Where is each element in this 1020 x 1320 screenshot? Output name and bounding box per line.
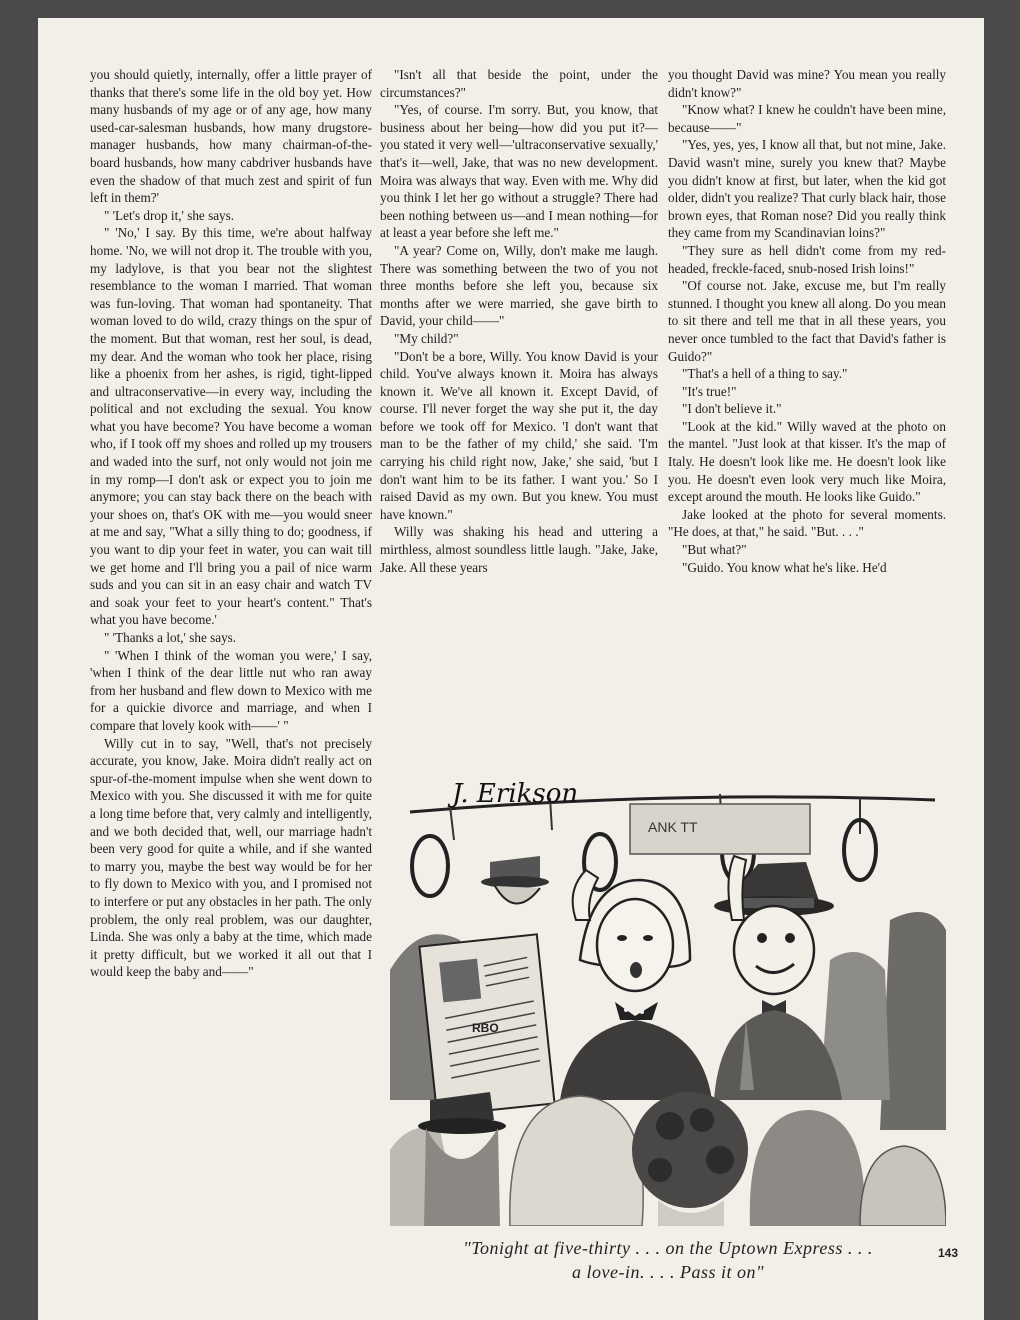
paragraph: " 'When I think of the woman you were,' I say, 'when I think of the dear little nut who ran away from her husband and flew down to Mexico with me for a quickie divorce and marriage, and when I compare that lovely kook with——' ": [90, 647, 372, 733]
paragraph: "That's a hell of a thing to say.": [682, 366, 848, 382]
paragraph: Willy cut in to say, "Well, that's not precisely accurate, you know, Jake. Moira didn't really act on spur-of-the-moment impulse when she went down to Mexico with you. She discussed it with me for quite a long time before that, very calmly and intelligently, and we both decided that, well, our marriage hadn't been very good for quite a while, and if she wanted to marry you, maybe the best way would be for her to fly down to Mexico with you, and I promised not to interfere or put any obstacles in her path. The only problem, the only real problem, was our daughter, Linda. She was only a baby at the time, which made it pretty difficult, but we worked it all out that I would keep the baby and——": [90, 735, 372, 980]
caption-line: "Tonight at five-thirty . . . on the Uptown Express . . .: [463, 1238, 873, 1258]
text-column-1: [90, 66, 372, 981]
paragraph: "Yes, of course. I'm sorry. But, you know, that business about her being—how did you put it?—you stated it very well—'ultraconservative sexually,' that's it—well, Jake, that was no new development. Moira was always that way. Even with me. Why did you think I let her go without a struggle? There had been nothing between us—and I mean nothing—for at least a year before she left me.": [380, 102, 658, 241]
woman-figure: [560, 870, 712, 1100]
cartoon-illustration: [390, 770, 946, 1226]
page-number: 143: [938, 1246, 959, 1260]
cartoon-caption: [390, 1236, 946, 1284]
paragraph: "A year? Come on, Willy, don't make me laugh. There was something between the two of you not three months before she left you, because six months after we were married, she gave birth to David, your child——": [380, 242, 658, 329]
paragraph: "My child?": [394, 330, 459, 346]
paragraph: "It's true!": [682, 383, 737, 399]
magazine-page: [38, 18, 984, 1320]
ad-lettering: ANK TT: [648, 819, 698, 835]
paragraph: "Guido. You know what he's like. He'd: [682, 559, 887, 575]
paragraph: " 'No,' I say. By this time, we're about halfway home. 'No, we will not drop it. The trouble with you, my ladylove, is that you bear not the slightest resemblance to the woman I married. That woman was fun-loving. That woman had spontaneity. That woman loved to do wild, crazy things on the spur of the moment. But that woman, rest her soul, is dead, my dear. And the woman who took her place, rising like a phoenix from her ashes, is rigid, tight-lipped and ultraconservative—in every way, including the political and not excluding the sexual. You know what you have become? You have become a woman who, if I took off my shoes and rolled up my trousers and waded into the surf, not only would not join me in my romp—I don't ask or expect you to join me anymore; you can stay back there on the beach with your shoes on, that's OK with me—you would sneer at me and say, "What a silly thing to do; goodness, if you want to dip your feet in water, you can wait till we get home and I'll bring you a pail of nice warm suds and you can sit in an easy chair and watch TV and soak your feet to your heart's content." That's what you have become.': [90, 225, 372, 628]
paragraph: you should quietly, internally, offer a little prayer of thanks that there's some life in the old boy yet. How many husbands of my age or of any age, how many used-car-salesman husbands, how many drugstore-manager husbands, how many chairman-of-the-board husbands, how many cabdriver husbands have even the shadow of that much zest and spirit of fun left in them?': [90, 67, 372, 206]
paragraph: "I don't believe it.": [682, 401, 782, 417]
paragraph: "Look at the kid." Willy waved at the photo on the mantel. "Just look at that kisser. It's the map of Italy. He doesn't look like me. He doesn't look like you. He doesn't even look very much like Moira, except around the mouth. He looks like Guido.": [668, 418, 946, 505]
paragraph: "Isn't all that beside the point, under the circumstances?": [380, 67, 658, 100]
paragraph: "Yes, yes, yes, I know all that, but not mine, Jake. David wasn't mine, surely you knew that? Maybe you didn't know at first, but later, when the kid got older, didn't you realize? That curly black hair, those brown eyes, that Roman nose? Did you really think they came from my Scandinavian loins?": [668, 137, 946, 241]
foreground-crowd: [390, 1092, 946, 1226]
paragraph: "Know what? I knew he couldn't have been mine, because——": [668, 102, 946, 135]
caption-line: a love-in. . . . Pass it on": [571, 1262, 765, 1282]
paragraph: Willy was shaking his head and uttering a mirthless, almost soundless little laugh. "Jake, Jake, Jake. All these years: [380, 524, 658, 575]
paragraph: you thought David was mine? You mean you really didn't know?": [668, 67, 946, 100]
text-column-2: [380, 66, 658, 576]
newspaper: [419, 934, 554, 1115]
paragraph: Jake looked at the photo for several moments. "He does, at that," he said. "But. . . .": [668, 506, 946, 540]
paragraph: " 'Let's drop it,' she says.: [104, 207, 235, 223]
paragraph: " 'Thanks a lot,' she says.: [104, 630, 237, 645]
paragraph: "They sure as hell didn't come from my red-headed, freckle-faced, snub-nosed Irish loins!": [668, 242, 946, 276]
man-figure: [714, 856, 842, 1100]
artist-signature: J. Erikson: [452, 779, 579, 809]
paragraph: "But what?": [682, 542, 747, 558]
newspaper-headline: RBO: [472, 1021, 499, 1035]
paragraph: "Of course not. Jake, excuse me, but I'm really stunned. I thought you knew all along. Do you mean to sit there and tell me that in all these years, you never once tumbled to the fact that David's father is Guido?": [668, 278, 946, 364]
paragraph: "Don't be a bore, Willy. You know David is your child. You've always known it. Moira has always known it. We've all known it. Except David, of course. I'll never forget the way she put it, the day before we took off for Mexico. 'I don't want that man to be the father of my child,' she said. 'I'm carrying his child right now, Jake,' she said, 'but I don't want him to be its father. I want you.' So I raised David as my own. But you knew. You must have known.": [380, 348, 658, 522]
text-column-3: [668, 66, 946, 576]
